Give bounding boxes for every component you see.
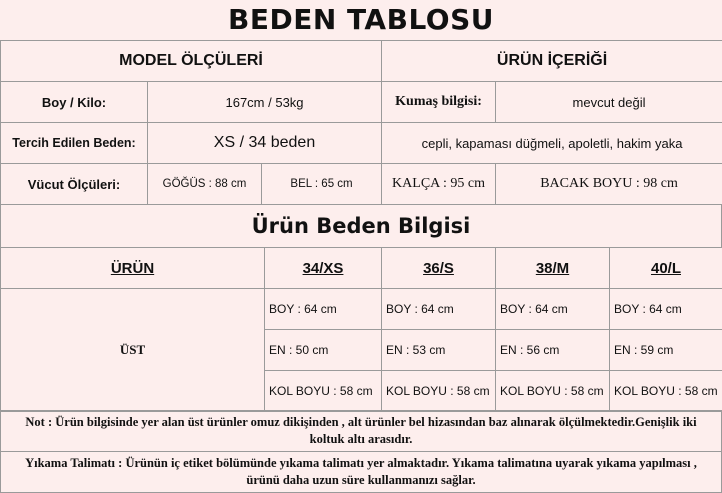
sleeve-measurement: KOL BOYU : 58 cm xyxy=(496,371,610,412)
model-measurements-header: MODEL ÖLÇÜLERİ xyxy=(1,41,382,82)
boy-measurement: BOY : 64 cm xyxy=(610,289,722,330)
preferred-size-value: XS / 34 beden xyxy=(148,123,382,164)
body-measurements-label: Vücut Ölçüleri: xyxy=(1,164,148,205)
page-title: BEDEN TABLOSU xyxy=(0,0,722,40)
leg-length-measurement: BACAK BOYU : 98 cm xyxy=(496,164,722,205)
preferred-size-label: Tercih Edilen Beden: xyxy=(1,123,148,164)
size-header: 34/XS xyxy=(265,248,382,289)
boy-measurement: BOY : 64 cm xyxy=(496,289,610,330)
waist-measurement: BEL : 65 cm xyxy=(262,164,382,205)
boy-measurement: BOY : 64 cm xyxy=(265,289,382,330)
measurement-note: Not : Ürün bilgisinde yer alan üst ürünler omuz dikişinden , alt ürünler bel hizasından baz alınarak ölçülmektedir.Genişlik iki koltuk altı arasıdır. xyxy=(1,411,722,452)
washing-instructions: Yıkama Talimatı : Ürünün iç etiket bölümünde yıkama talimatı yer almaktadır. Yıkama talimatına uyarak yıkama yapılması , ürünü daha uzun süre kullanmanızı sağlar. xyxy=(1,452,722,493)
height-weight-label: Boy / Kilo: xyxy=(1,82,148,123)
size-header: 38/M xyxy=(496,248,610,289)
height-weight-value: 167cm / 53kg xyxy=(148,82,382,123)
size-table xyxy=(0,247,722,412)
product-content-header: ÜRÜN İÇERİĞİ xyxy=(382,41,722,82)
product-column-header: ÜRÜN xyxy=(1,248,265,289)
en-measurement: EN : 59 cm xyxy=(610,330,722,371)
chest-measurement: GÖĞÜS : 88 cm xyxy=(148,164,262,205)
size-header: 36/S xyxy=(382,248,496,289)
product-name-cell: ÜST xyxy=(1,289,265,412)
hip-measurement: KALÇA : 95 cm xyxy=(382,164,496,205)
size-header: 40/L xyxy=(610,248,722,289)
notes-table xyxy=(0,410,722,493)
en-measurement: EN : 50 cm xyxy=(265,330,382,371)
sleeve-measurement: KOL BOYU : 58 cm xyxy=(265,371,382,412)
size-info-title: Ürün Beden Bilgisi xyxy=(0,205,722,247)
fabric-value: mevcut değil xyxy=(496,82,722,123)
en-measurement: EN : 53 cm xyxy=(382,330,496,371)
boy-measurement: BOY : 64 cm xyxy=(382,289,496,330)
fabric-label: Kumaş bilgisi: xyxy=(382,82,496,123)
model-product-table xyxy=(0,40,722,205)
sleeve-measurement: KOL BOYU : 58 cm xyxy=(382,371,496,412)
en-measurement: EN : 56 cm xyxy=(496,330,610,371)
sleeve-measurement: KOL BOYU : 58 cm xyxy=(610,371,722,412)
product-features: cepli, kapaması düğmeli, apoletli, hakim yaka xyxy=(382,123,722,164)
